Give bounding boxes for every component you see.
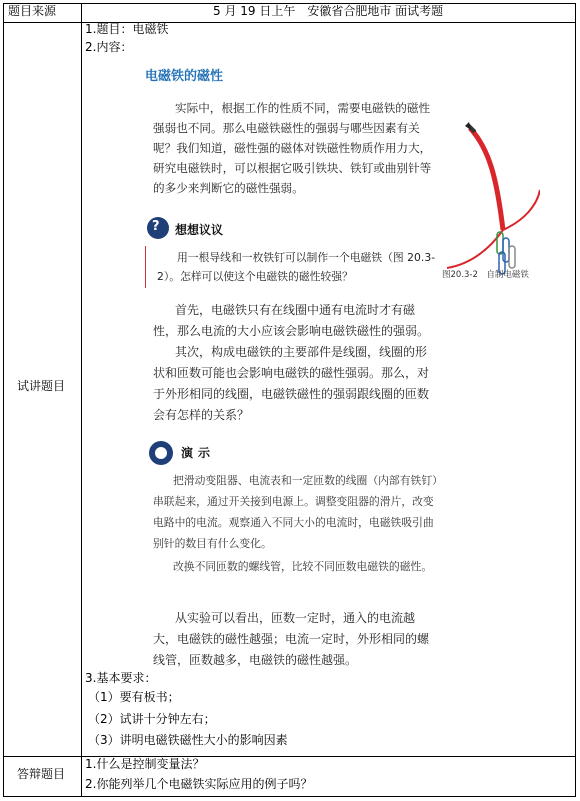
electromagnet-figure: [445, 120, 540, 280]
demo-text-2: 改换不同匝数的螺线管，比较不同匝数电磁铁的磁性。: [173, 560, 433, 573]
coiled-wire: [447, 122, 540, 268]
topic-line: 1.题目：电磁铁: [85, 22, 169, 36]
discussion-title: 想想议议: [175, 223, 224, 237]
textbook-excerpt: [145, 60, 545, 665]
header-source-label: 题目来源: [8, 4, 57, 18]
discussion-rule: [145, 246, 146, 288]
defense-label: 答辩题目: [17, 767, 66, 781]
defense-question: 1.什么是控制变量法？: [85, 757, 205, 771]
paragraph-conclusion: 从实验可以看出，匝数一定时，通入的电流越大，电磁铁的磁性越强；电流一定时，外形相同的螺线管，匝数越多，电磁铁的磁性越强。: [153, 611, 430, 667]
paragraph-current: 首先，电磁铁只有在线圈中通有电流时才有磁性，那么电流的大小应该会影响电磁铁磁性的强弱。: [153, 303, 430, 338]
requirements-label: 3.基本要求：: [85, 671, 157, 685]
paragraph-intro: 实际中，根据工作的性质不同，需要电磁铁的磁性强弱也不同。那么电磁铁磁性的强弱与哪些因素有关呢？我们知道，磁性强的磁体对铁磁性物质作用力大，研究电磁铁时，可以根据它吸引铁块、铁钉或曲别针等的多少来判断它的磁性强弱。: [153, 101, 432, 195]
defense-question: 2.你能列举几个电磁铁实际应用的例子吗？: [85, 777, 313, 791]
lecture-label: 试讲题目: [17, 379, 66, 393]
requirement-item: （3）讲明电磁铁磁性大小的影响因素: [88, 733, 288, 747]
discussion-box: [145, 210, 440, 290]
demo-title: 演示: [181, 446, 216, 460]
column-divider: [81, 4, 82, 796]
demonstration-box: [145, 438, 445, 583]
paragraph-coil: 其次，构成电磁铁的主要部件是线圈，线圈的形状和匝数可能也会影响电磁铁的磁性强弱。那么，对于外形相同的线圈，电磁铁磁性的强弱跟线圈的匝数会有怎样的关系？: [153, 345, 430, 422]
demo-icon: [149, 441, 173, 465]
section-title: 电磁铁的磁性: [145, 69, 224, 84]
requirement-item: （1）要有板书；: [88, 690, 180, 704]
requirement-item: （2）试讲十分钟左右；: [88, 712, 216, 726]
lightbulb-icon: ?: [147, 217, 169, 239]
demo-text-1: 把滑动变阻器、电流表和一定匝数的线圈（内部有铁钉）串联起来，通过开关接到电源上。调整变阻器的滑片，改变电路中的电流。观察通入不同大小的电流时，电磁铁吸引曲别针的数目有什么变化。: [153, 474, 438, 550]
figure-caption: 图20.3-2 自制电磁铁: [442, 270, 529, 280]
discussion-text: 用一根导线和一枚铁钉可以制作一个电磁铁（图 20.3-2）。怎样可以使这个电磁铁的磁性较强？: [157, 251, 436, 283]
content-label: 2.内容：: [85, 40, 133, 54]
header-source-value: 5 月 19 日上午 安徽省合肥地市 面试考题: [213, 4, 444, 18]
